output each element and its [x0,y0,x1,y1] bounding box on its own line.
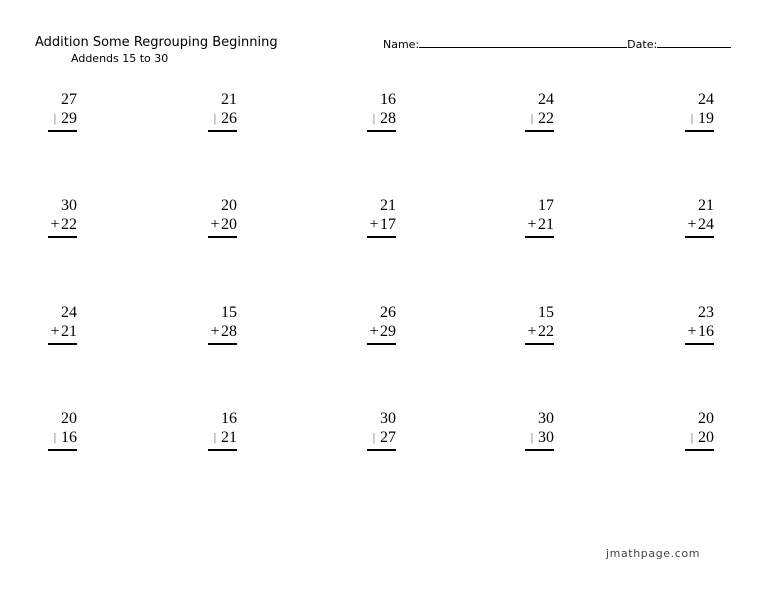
name-label: Name: [383,38,420,51]
answer-line [685,236,714,238]
top-addend: 17 [538,197,554,214]
operator-sign: | [530,430,534,444]
operator-sign: + [369,216,379,233]
bottom-row [49,110,77,128]
addition-problem [177,197,237,259]
bottom-addend: 22 [538,110,554,127]
answer-line [525,449,554,451]
addition-problem [654,91,714,153]
bottom-row [209,216,237,234]
operator-sign: + [687,216,697,233]
top-addend: 24 [61,304,77,321]
addition-problem [177,410,237,472]
top-addend: 20 [61,410,77,427]
bottom-row [526,216,554,234]
bottom-addend: 16 [698,323,714,340]
operator-sign: + [210,323,220,340]
bottom-addend: 17 [380,216,396,233]
answer-line [685,130,714,132]
operator-sign: + [687,323,697,340]
answer-line [48,343,77,345]
top-addend: 21 [380,197,396,214]
operator-sign: | [372,430,376,444]
bottom-row [686,323,714,341]
name-write-line[interactable] [419,37,627,48]
addition-problem [654,197,714,259]
operator-sign: | [690,430,694,444]
bottom-row [49,323,77,341]
addition-problem [494,410,554,472]
addition-problem [654,304,714,366]
bottom-addend: 22 [538,323,554,340]
answer-line [208,343,237,345]
bottom-addend: 16 [61,429,77,446]
addition-problem [177,91,237,153]
answer-line [367,343,396,345]
bottom-addend: 21 [221,429,237,446]
site-credit: jmathpage.com [606,547,701,560]
operator-sign: | [372,111,376,125]
answer-line [48,236,77,238]
bottom-row [209,323,237,341]
bottom-addend: 26 [221,110,237,127]
top-addend: 16 [221,410,237,427]
name-date-fields [383,37,731,51]
answer-line [208,236,237,238]
bottom-row [526,323,554,341]
bottom-addend: 24 [698,216,714,233]
bottom-addend: 19 [698,110,714,127]
bottom-addend: 21 [538,216,554,233]
top-addend: 20 [221,197,237,214]
addition-problem [494,304,554,366]
bottom-row [526,429,554,447]
addition-problem [17,197,77,259]
bottom-addend: 20 [221,216,237,233]
addition-problem [336,304,396,366]
answer-line [48,130,77,132]
bottom-row [368,323,396,341]
answer-line [48,449,77,451]
top-addend: 15 [221,304,237,321]
operator-sign: | [213,430,217,444]
bottom-row [686,216,714,234]
bottom-row [49,429,77,447]
date-label: Date: [627,38,658,51]
top-addend: 23 [698,304,714,321]
operator-sign: + [527,323,537,340]
answer-line [685,449,714,451]
bottom-row [686,429,714,447]
addition-problem [336,410,396,472]
operator-sign: | [53,111,57,125]
addition-problem [654,410,714,472]
bottom-addend: 29 [61,110,77,127]
bottom-addend: 20 [698,429,714,446]
top-addend: 26 [380,304,396,321]
operator-sign: + [527,216,537,233]
bottom-row [686,110,714,128]
addition-problem [336,91,396,153]
addition-problem [494,197,554,259]
bottom-addend: 22 [61,216,77,233]
operator-sign: + [369,323,379,340]
operator-sign: + [210,216,220,233]
top-addend: 24 [698,91,714,108]
answer-line [208,130,237,132]
bottom-row [209,429,237,447]
top-addend: 15 [538,304,554,321]
bottom-row [368,110,396,128]
bottom-addend: 29 [380,323,396,340]
bottom-row [49,216,77,234]
operator-sign: + [50,216,60,233]
top-addend: 16 [380,91,396,108]
answer-line [208,449,237,451]
top-addend: 21 [698,197,714,214]
bottom-row [368,216,396,234]
operator-sign: | [53,430,57,444]
worksheet-subtitle: Addends 15 to 30 [71,52,169,65]
answer-line [685,343,714,345]
addition-problem [336,197,396,259]
bottom-addend: 28 [221,323,237,340]
bottom-addend: 27 [380,429,396,446]
addition-problem [17,91,77,153]
date-write-line[interactable] [657,37,731,48]
answer-line [367,449,396,451]
top-addend: 21 [221,91,237,108]
bottom-row [209,110,237,128]
bottom-row [368,429,396,447]
top-addend: 24 [538,91,554,108]
answer-line [367,236,396,238]
top-addend: 27 [61,91,77,108]
answer-line [367,130,396,132]
answer-line [525,236,554,238]
worksheet-title: Addition Some Regrouping Beginning [35,35,278,50]
top-addend: 30 [61,197,77,214]
addition-problem [177,304,237,366]
bottom-addend: 30 [538,429,554,446]
answer-line [525,130,554,132]
addition-problem [17,410,77,472]
answer-line [525,343,554,345]
operator-sign: + [50,323,60,340]
bottom-addend: 21 [61,323,77,340]
top-addend: 30 [380,410,396,427]
addition-problem [17,304,77,366]
bottom-row [526,110,554,128]
operator-sign: | [530,111,534,125]
top-addend: 20 [698,410,714,427]
bottom-addend: 28 [380,110,396,127]
top-addend: 30 [538,410,554,427]
addition-problem [494,91,554,153]
operator-sign: | [690,111,694,125]
operator-sign: | [213,111,217,125]
